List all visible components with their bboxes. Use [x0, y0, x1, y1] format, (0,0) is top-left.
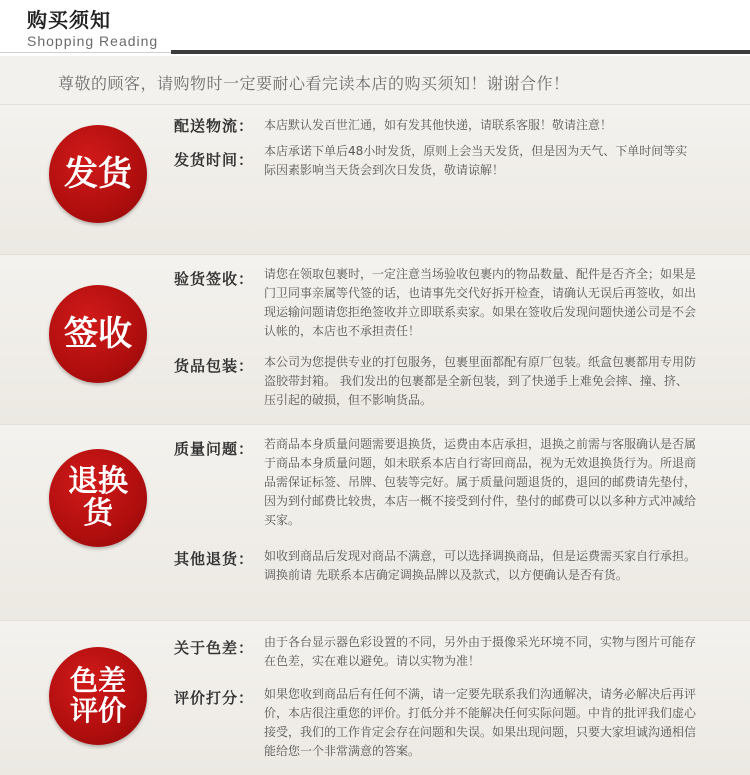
section-shipping — [0, 104, 750, 255]
item-text: 本公司为您提供专业的打包服务，包裹里面都配有原厂包装。纸盒包裹都用专用防盗胶带封箱。 我们发出的包裹都是全新包装，到了快递手上难免会摔、撞、挤、压引起的破损，但不影响货品。 — [264, 355, 697, 407]
section-signing — [0, 254, 750, 425]
header — [0, 0, 750, 56]
item-label: 评价打分： — [174, 689, 255, 707]
header-rule-light — [0, 52, 171, 53]
item-text: 本店承诺下单后48小时发货，原则上会当天发货，但是因为天气、下单时间等实际因素影响当天货会到次日发货，敬请谅解！ — [264, 144, 688, 177]
section-color-review — [0, 620, 750, 775]
shipping-badge — [49, 125, 147, 223]
header-rule-dark — [171, 50, 750, 54]
color-review-badge — [49, 647, 147, 745]
badge-text: 色差 — [69, 664, 126, 697]
badge-text: 发货 — [64, 154, 132, 194]
item-text: 由于各台显示器色彩设置的不同，另外由于摄像采光环境不同，实物与图片可能存在色差，实在难以避免。请以实物为准！ — [264, 635, 697, 668]
intro-text: 尊敬的顾客，请购物时一定要耐心看完读本店的购买须知！谢谢合作！ — [58, 74, 570, 93]
badge-text: 签收 — [64, 314, 132, 354]
item-text: 请您在领取包裹时，一定注意当场验收包裹内的物品数量、配件是否齐全；如果是门卫同事亲属等代签的话，也请事先交代好拆开检查，请确认无误后再签收，如出现运输问题请您拒绝签收并立即联系卖家。如果在签收后发现问题快递公司是不会认帐的，本店也不承担责任！ — [264, 267, 697, 338]
item-label: 验货签收： — [174, 270, 255, 288]
item-label: 货品包装： — [174, 357, 255, 375]
item-text: 本店默认发百世汇通，如有发其他快递，请联系客服！敬请注意！ — [264, 118, 613, 132]
item-label: 质量问题： — [174, 440, 255, 458]
signing-badge — [49, 285, 147, 383]
badge-text: 退换 — [68, 464, 128, 499]
badge-text: 评价 — [69, 694, 126, 727]
item-label: 发货时间： — [174, 151, 255, 169]
page-title: 购买须知 — [27, 8, 111, 32]
intro-banner — [0, 56, 750, 104]
badge-text: 货 — [83, 496, 113, 531]
section-returns — [0, 424, 750, 621]
item-label: 关于色差： — [174, 639, 255, 657]
item-text: 若商品本身质量问题需要退换货，运费由本店承担，退换之前需与客服确认是否属于商品本身质量问题，如未联系本店自行寄回商品，视为无效退换货行为。所退商品需保证标签、吊牌、包装等完好。属于质量问题退货的，退回的邮费请先垫付，因为到付邮费比较贵，本店一概不接受到付件，垫付的邮费可以以多种方式冲减给买家。 — [264, 437, 697, 527]
returns-badge — [49, 449, 147, 547]
item-text: 如果您收到商品后有任何不满，请一定要先联系我们沟通解决，请务必解决后再评价，本店很注重您的评价。打低分并不能解决任何实际问题。中肯的批评我们虚心接受，我们的工作肯定会存在问题和失误。如果出现问题，只要大家坦诚沟通相信能给您一个非常满意的答案。 — [264, 687, 697, 758]
item-text: 如收到商品后发现对商品不满意，可以选择调换商品，但是运费需买家自行承担。调换前请 先联系本店确定调换品牌以及款式，以方便确认是否有货。 — [264, 549, 697, 582]
item-label: 配送物流： — [174, 117, 255, 135]
item-label: 其他退货： — [174, 550, 255, 568]
page-subtitle: Shopping Reading — [27, 33, 159, 49]
